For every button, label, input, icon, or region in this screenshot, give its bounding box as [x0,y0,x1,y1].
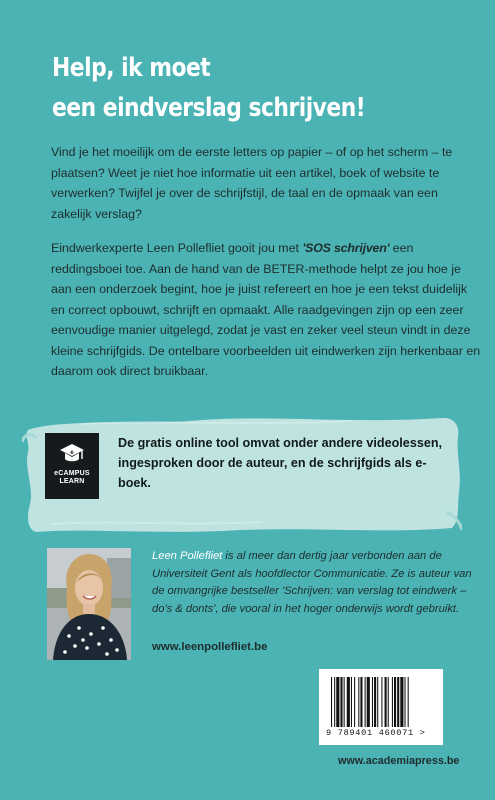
barcode-bar [344,677,345,727]
barcode-bar [351,677,352,727]
isbn-number: 9 789401 460071 > [326,728,426,738]
online-tool-text: De gratis online tool omvat onder andere videolessen, ingesproken door de auteur, en de schrijfgids als e-boek. [118,436,443,490]
barcode-bar [374,677,376,727]
barcode-bar [394,677,396,727]
barcode-bar [365,677,366,727]
author-photo [47,548,131,660]
author-bio [152,548,477,618]
barcode-bar [392,677,393,727]
barcode-bar [400,677,403,727]
barcode-bar [358,677,359,727]
barcode-bar [397,677,399,727]
description-paragraph [51,238,481,382]
publisher-website[interactable]: www.academiapress.be [338,755,460,767]
graduation-cap-icon [59,442,85,466]
barcode-bar [385,677,387,727]
author-website[interactable]: www.leenpollefliet.be [152,641,268,653]
barcode-bar [367,677,370,727]
headline-line-2: een eindverslag schrijven! [52,93,366,123]
barcode-bar [377,677,378,727]
barcode [319,669,443,745]
barcode-bar [381,677,382,727]
barcode-bar [347,677,350,727]
description-after: een reddingsboei toe. Aan de hand van de BETER-methode helpt ze jou hoe je aan een onderzoek begint, hoe je juist refereert en hoe je een tekst duidelijk en correct opbouwt, schrijft en opmaakt. Alle raadgevingen zijn op een zeer eenvoudige manier uitgelegd, zodat je vast en zeker veel steun vindt in deze kleine schrijfgids. De ontelbare voorbeelden uit eindwerken zijn herkenbaar en daarom ook direct bruikbaar. [51,241,481,378]
barcode-bar [340,677,342,727]
barcode-bar [360,677,362,727]
barcode-bar [388,677,389,727]
book-title: 'SOS schrijven' [302,241,390,255]
ecampus-learn-badge [45,433,99,499]
barcode-bar [354,677,355,727]
barcode-bar [408,677,409,727]
barcode-bar [331,677,332,727]
description-before: Eindwerkexperte Leen Pollefliet gooit jou met [51,241,303,255]
author-bio-text: is al meer dan dertig jaar verbonden aan de Universiteit Gent als hoofdlector Communicatie. Ze is auteur van de omvangrijke bestseller 'Schrijven: van verslag tot eindwerk – do's & donts', die vooral in het hoger onderwijs wordt gebruikt. [152,550,472,615]
svg-text:e: e [70,450,74,456]
barcode-bar [372,677,373,727]
headline-line-1: Help, ik moet [52,53,211,83]
badge-line-1: eCAMPUS [54,470,90,477]
barcode-bar [405,677,406,727]
badge-line-2: LEARN [59,478,85,485]
barcode-bar [334,677,335,727]
headline [52,48,405,128]
intro-paragraph: Vind je het moeilijk om de eerste letters op papier – of op het scherm – te plaatsen? Weet je niet hoe informatie uit een artikel, boek of website te verwerken? Twijfel je over de schrijfstijl, de taal en de opmaak van een zakelijk verslag? [51,145,453,221]
barcode-bar [336,677,339,727]
author-name: Leen Pollefliet [152,550,223,562]
